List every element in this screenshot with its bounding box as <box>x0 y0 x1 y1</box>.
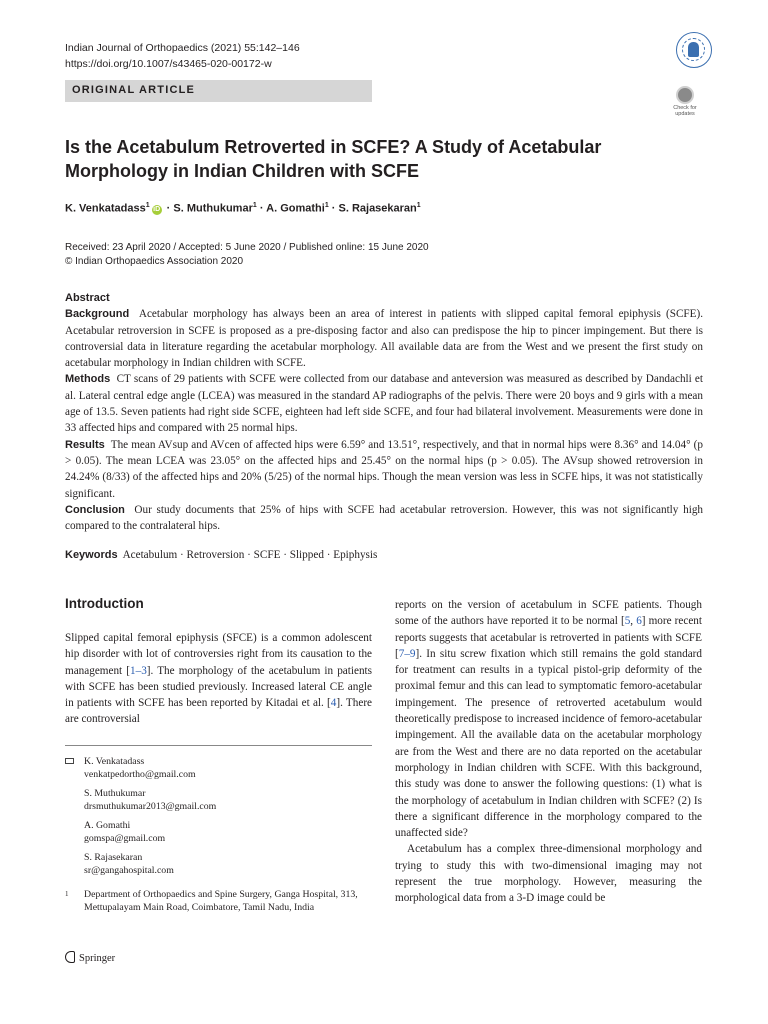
citation-link[interactable]: 1–3 <box>130 664 147 677</box>
keywords <box>65 549 377 561</box>
citation-link[interactable]: 4 <box>330 697 337 710</box>
abstract-background: Background Acetabular morphology has always been an area of interest in patients with slipped capital femoral epiphysis (SCFE). Acetabular retroversion in SCFE is proposed as a pre-disposing factor and also can predispose the hip to pincer impingement. But there is controversial data in literature regarding the acetabular morphology. All available data are from the West and we present the first study on acetabular morphology in Indian children with SCFE. <box>65 308 703 370</box>
author-name[interactable]: S. Muthukumar <box>173 202 253 215</box>
corr-email[interactable]: drsmuthukumar2013@gmail.com <box>84 801 217 812</box>
introduction-col1: Slipped capital femoral epiphysis (SFCE) is a common adolescent hip disorder with lot of controversies right from its causation to the management [1–3]. The morphology of the acetabulum in patients with SCFE has been studied previously. Increased lateral CE angle in patients with SCFE has been reported by Kitadai et al. [4]. There are controversial <box>65 632 373 726</box>
check-updates-label: Check for updates <box>673 105 697 117</box>
citation-link[interactable]: 6 <box>636 615 642 628</box>
introduction-col2 <box>395 597 702 907</box>
abstract-results: Results The mean AVsup and AVcen of affected hips were 6.59° and 13.51°, respectively, and that in normal hips were 8.36° and 14.04° (p > 0.05). The mean LCEA was 23.05° on the affected hips and 25.45° on the normal hips (p > 0.05). The AVsup showed retroversion in 24.24% (8/33) of the affected hips and 20% (5/25) of the normal hips. Though the mean version was less in SCFE hips, it was not statistically significant. <box>65 438 703 500</box>
corr-email[interactable]: gomspa@gmail.com <box>84 833 166 844</box>
article-title: Is the Acetabulum Retroverted in SCFE? A Study of Acetabular Morphology in Indian Children with SCFE <box>65 137 602 181</box>
citation-link[interactable]: 5 <box>624 615 631 628</box>
publisher-footer <box>65 951 115 964</box>
publication-dates <box>65 241 429 269</box>
corr-name: K. Venkatadass <box>84 756 145 767</box>
intro-paragraph: Acetabulum has a complex three-dimensional morphology and trying to study this with two-dimensional imaging may not represent the true morphology. However, measuring the morphological data from a 3-D image could be <box>395 843 702 905</box>
journal-header <box>65 40 300 72</box>
check-updates-icon <box>676 86 694 104</box>
article-type-banner <box>65 80 372 102</box>
author-name[interactable]: A. Gomathi <box>266 202 325 215</box>
journal-logo-icon <box>676 32 712 68</box>
keywords-label: Keywords <box>65 549 118 561</box>
author-list: K. Venkatadass$^1$iD · S. Muthukumar$^1$ · A. Gomathi$^1$ · S. Rajasekaran$^1$ <box>65 202 421 215</box>
springer-logo-icon <box>65 951 75 963</box>
abstract-methods: Methods CT scans of 29 patients with SCFE were collected from our database and anteversion was measured as described by Dandachli et al. Lateral central edge angle (LCEA) was measured in the standard AP radiographs of the pelvis. There were 20 boys and 9 girls with a mean age of 13.5. Seven patients had right side SCFE, eighteen had left side SCFE, and four had bilateral involvement. Measurements were done in 33 affected hips and compared with 25 normal hips. <box>65 373 704 435</box>
article-type-label: ORIGINAL ARTICLE <box>72 84 196 96</box>
publisher-name: Springer <box>79 953 116 964</box>
introduction-heading: Introduction <box>65 596 144 611</box>
author-name[interactable]: K. Venkatadass <box>65 202 146 215</box>
abstract <box>65 290 703 534</box>
abstract-conclusion: Conclusion Our study documents that 25% of hips with SCFE had acetabular retroversion. However, this was not significantly high compared to the contralateral hips. <box>65 503 704 533</box>
keywords-list: Acetabulum · Retroversion · SCFE · Slipped · Epiphysis <box>122 549 378 561</box>
received-accepted-line: Received: 23 April 2020 / Accepted: 5 June 2020 / Published online: 15 June 2020 <box>65 242 429 253</box>
affiliation-number: 1 <box>65 890 69 898</box>
envelope-icon <box>65 758 74 764</box>
check-for-updates-button[interactable] <box>666 86 704 122</box>
affiliation-text: Department of Orthopaedics and Spine Surgery, Ganga Hospital, 313, Mettupalayam Main Road, Coimbatore, Tamil Nadu, India <box>84 889 358 913</box>
corr-email[interactable]: venkatpedortho@gmail.com <box>84 769 196 780</box>
orcid-icon[interactable]: iD <box>153 205 161 213</box>
author-name[interactable]: S. Rajasekaran <box>338 202 417 215</box>
corr-name: A. Gomathi <box>84 820 131 831</box>
footnote-divider <box>65 745 372 746</box>
journal-citation: Indian Journal of Orthopaedics (2021) 55:142–146 <box>65 42 300 54</box>
affiliation <box>65 888 372 914</box>
corr-email[interactable]: sr@gangahospital.com <box>84 865 174 876</box>
corr-name: S. Muthukumar <box>84 788 146 799</box>
correspondence-block <box>65 755 216 883</box>
copyright-line: © Indian Orthopaedics Association 2020 <box>65 256 244 267</box>
citation-link[interactable]: 7–9 <box>398 647 416 660</box>
abstract-heading: Abstract <box>65 292 110 304</box>
intro-paragraph: reports on the version of acetabulum in SCFE patients. Though some of the authors have reported it to be normal [5, 6] more recent reports suggests that acetabular is retroverted in patients with SCFE [7–9]. In situ screw fixation which still remains the gold standard for treatment can results in a typical pistol-grip deformity of the proximal femur and this can lead to symptomatic femoro-acetabular impingement. The presence of retroverted acetabulum would theoretically predispose to increased incidence of femoro-acetabular impingement. All the available data on the acetabular morphology are from the West and there are no data reported on the acetabular morphology in Indian children with SCFE. With this background, this study was done to answer the following questions: (1) what is the morphology of acetabulum in Indian children with SCFE? (2) Is there a significant difference in the morphology compared to the unaffected side? <box>395 599 702 840</box>
corr-name: S. Rajasekaran <box>84 852 143 863</box>
doi-link[interactable]: https://doi.org/10.1007/s43465-020-00172-w <box>65 58 272 70</box>
